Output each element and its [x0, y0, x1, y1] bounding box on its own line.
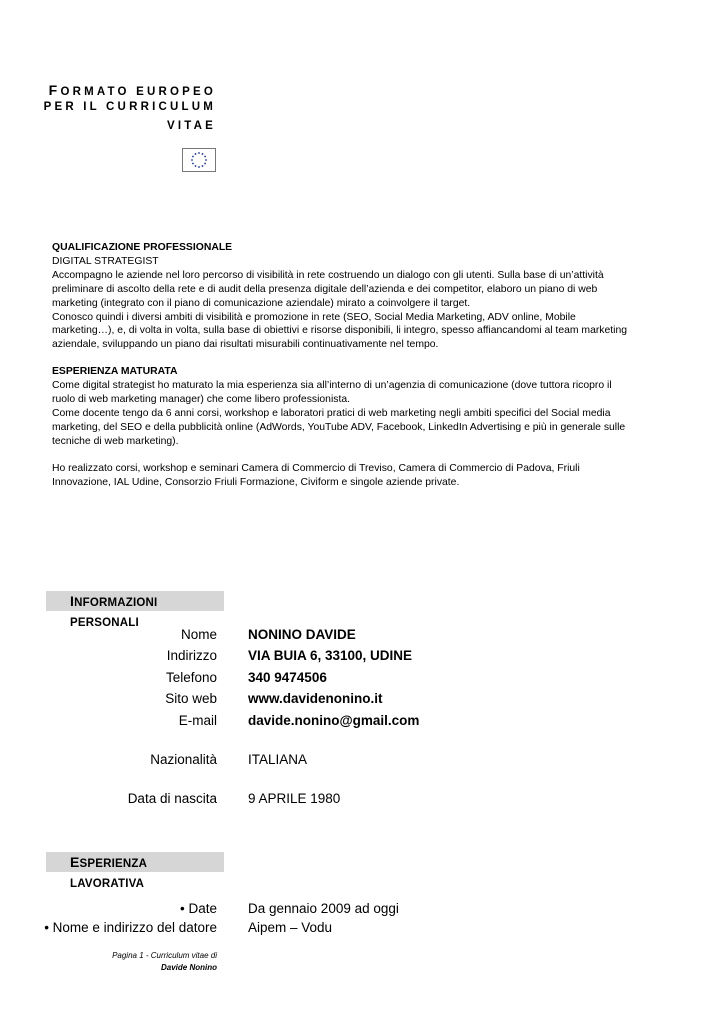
birthdate-label: Data di nascita: [127, 791, 217, 806]
eu-flag-icon: [182, 148, 216, 172]
address-value: VIA BUIA 6, 33100, UDINE: [248, 648, 413, 663]
address-label: Indirizzo: [166, 648, 217, 663]
phone-value: 340 9474506: [248, 670, 327, 685]
email-link[interactable]: davide.nonino@gmail.com: [248, 713, 420, 728]
dates-row: [0, 899, 724, 919]
footer-page-line: Pagina 1 - Curriculum vitae di: [112, 951, 217, 960]
name-label: Nome: [180, 627, 217, 642]
dates-value: Da gennaio 2009 ad oggi: [248, 901, 399, 916]
flag-star: [195, 165, 197, 167]
nationality-row: [0, 750, 724, 770]
qualification-heading: QUALIFICAZIONE PROFESSIONALE: [52, 242, 233, 253]
experience-paragraph: Come docente tengo da 6 anni corsi, workshop e laboratori pratici di web marketing negli ambiti specifici del Social media marketing, del SEO e della pubblicità online (AdWords, YouTube ADV, Facebook, LinkedIn Advertising e più in generale sulle tecniche di web marketing).: [52, 407, 626, 447]
flag-star: [202, 153, 204, 155]
experience-heading: ESPERIENZA MATURATA: [52, 366, 178, 378]
flag-star: [192, 163, 194, 165]
cv-title-line2: PER IL CURRICULUM: [43, 101, 216, 113]
experience-paragraph: Ho realizzato corsi, workshop e seminari Camera di Commercio di Treviso, Camera di Commercio di Padova, Friuli Innovazione, IAL Udine, Consorzio Friuli Formazione, Civiform e singole aziende private.: [52, 462, 580, 488]
flag-star: [204, 163, 206, 165]
qualification-paragraph: Conosco quindi i diversi ambiti di visibilità e promozione in rete (SEO, Social Media Marketing, ADV online, Mobile marketing…), e, di volta in volta, sulla base di obiettivi e risorse disponibili, li integro, spesso affiancandomi al team marketing aziendale, sviluppando un piano dai risultati misurabili continuativamente nel tempo.: [52, 311, 628, 351]
website-label: Sito web: [165, 691, 217, 706]
flag-star: [205, 159, 207, 161]
address-row: [0, 646, 724, 666]
flag-star: [202, 165, 204, 167]
eu-stars-icon: [183, 149, 215, 171]
phone-label: Telefono: [165, 670, 217, 685]
employer-label: • Nome e indirizzo del datore: [44, 920, 217, 935]
name-row: [0, 625, 724, 645]
flag-star: [198, 166, 200, 168]
flag-star: [204, 156, 206, 158]
dates-label: • Date: [180, 901, 217, 916]
flag-star: [192, 156, 194, 158]
birthdate-value: 9 APRILE 1980: [248, 791, 341, 806]
flag-star: [191, 159, 193, 161]
website-row: [0, 689, 724, 709]
flag-star: [195, 153, 197, 155]
experience-paragraph: Come digital strategist ho maturato la mia esperienza sia all’interno di un’agenzia di comunicazione (dove tuttora ricopro il ruolo di web marketing manager) che come libero professionista.: [52, 380, 612, 406]
phone-row: [0, 668, 724, 688]
cv-title-line1: FORMATO EUROPEO: [48, 82, 216, 98]
nationality-label: Nazionalità: [150, 752, 217, 767]
qualification-role: DIGITAL STRATEGIST: [52, 255, 159, 267]
cv-title-line3: VITAE: [166, 120, 216, 132]
qualification-paragraph: Accompagno le aziende nel loro percorso di visibilità in rete costruendo un dialogo con gli utenti. Sulla base di un’attività preliminare di ascolto della rete e di audit della presenza digitale dell’azienda e dei competitor, elaboro un piano di web marketing (integrato con il piano di comunicazione aziendale) mirato a coinvolgere il target.: [52, 269, 604, 309]
employer-value: Aipem – Vodu: [248, 920, 333, 935]
section-personal-info: INFORMAZIONI PERSONALI: [46, 591, 224, 611]
birthdate-row: [0, 789, 724, 809]
email-label: E-mail: [178, 713, 217, 728]
professional-summary: [52, 241, 632, 490]
page-footer: [112, 950, 217, 974]
employer-row: [0, 918, 724, 938]
website-link[interactable]: www.davidenonino.it: [248, 691, 383, 706]
email-row: [0, 711, 724, 731]
name-value: NONINO DAVIDE: [248, 627, 356, 642]
flag-star: [198, 152, 200, 154]
footer-author: Davide Nonino: [160, 963, 217, 972]
section-work-experience: ESPERIENZA LAVORATIVA: [46, 852, 224, 872]
nationality-value: ITALIANA: [248, 752, 308, 767]
